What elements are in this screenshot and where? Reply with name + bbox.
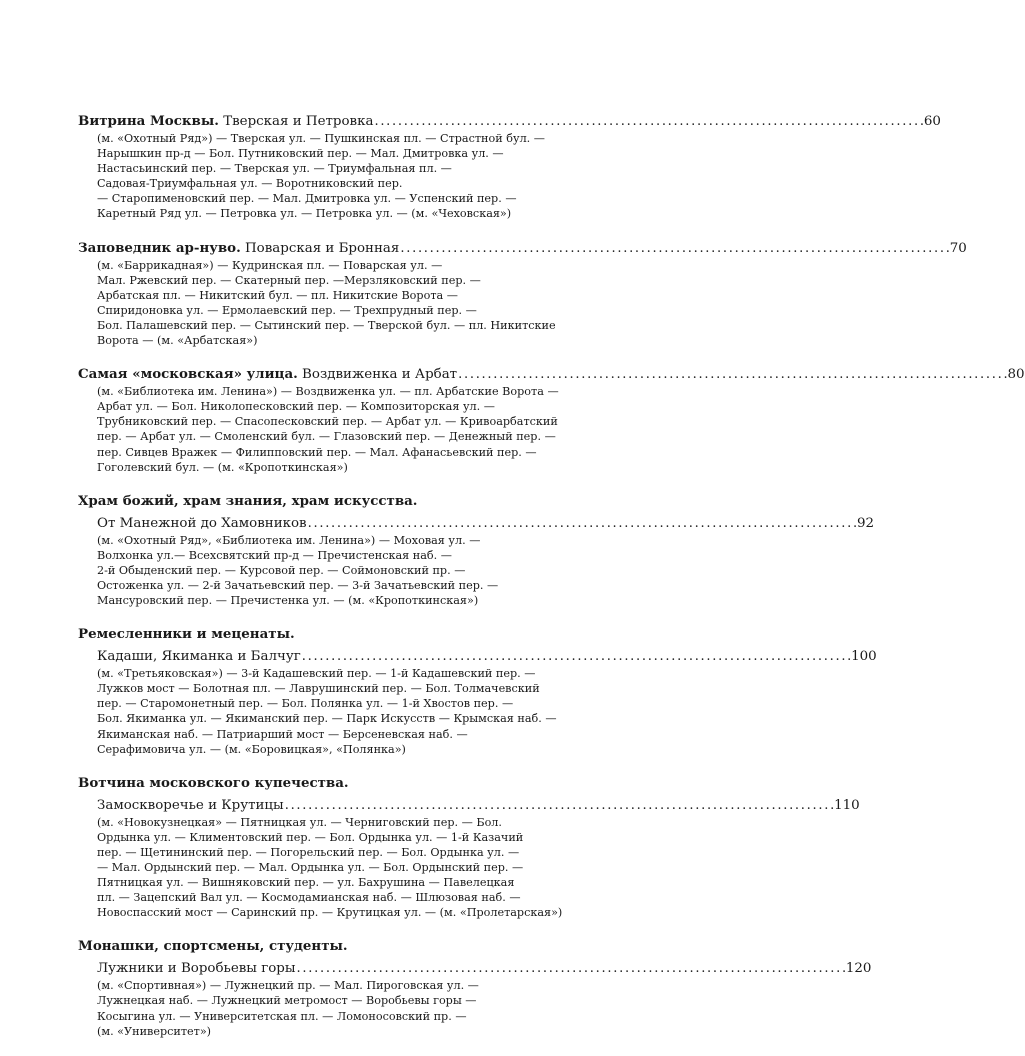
toc-title-line bbox=[97, 797, 860, 815]
toc-entry bbox=[78, 239, 967, 349]
page-number: 110 bbox=[834, 797, 860, 813]
route-line: пл. — Зацепский Вал ул. — Космодамианская наб. — Шлюзовая наб. — bbox=[97, 891, 521, 905]
dot-leader bbox=[302, 648, 850, 666]
route-line: (м. «Охотный Ряд», «Библиотека им. Ленина») — Моховая ул. — bbox=[97, 533, 481, 547]
toc-bold-title: Витрина Москвы. bbox=[78, 113, 219, 129]
route-line: Каретный Ряд ул. — Петровка ул. — Петровка ул. — (м. «Чеховская») bbox=[97, 207, 512, 221]
route-line: Ордынка ул. — Климентовский пер. — Бол. Ордынка ул. — 1-й Казачий bbox=[97, 830, 524, 844]
dot-leader bbox=[308, 515, 856, 533]
toc-bold-title: Самая «московская» улица. bbox=[78, 366, 298, 383]
section-heading: Вотчина московского купечества. bbox=[78, 774, 349, 791]
route-line: Нарышкин пр-д — Бол. Путниковский пер. — Мал. Дмитровка ул. — bbox=[97, 147, 504, 161]
route-line: Арбатская пл. — Никитский бул. — пл. Никитские Ворота — bbox=[97, 288, 458, 302]
toc-entry bbox=[78, 774, 860, 921]
route-description bbox=[97, 384, 559, 475]
dot-leader bbox=[374, 113, 922, 131]
section-heading: Храм божий, храм знания, храм искусства. bbox=[78, 492, 418, 509]
toc-title: От Манежной до Хамовников bbox=[97, 515, 307, 531]
route-line: Садовая-Триумфальная ул. — Воротниковский пер. bbox=[97, 177, 403, 191]
route-line: пер. Сивцев Вражек — Филипповский пер. — Мал. Афанасьевский пер. — bbox=[97, 445, 537, 459]
route-line: Косыгина ул. — Университетская пл. — Ломоносовский пр. — bbox=[97, 1009, 467, 1023]
toc-title: Поварская и Бронная bbox=[240, 240, 400, 256]
toc-title-line bbox=[97, 515, 874, 533]
section-heading: Монашки, спортсмены, студенты. bbox=[78, 938, 348, 955]
toc-entry bbox=[78, 112, 941, 222]
route-line: Бол. Палашевский пер. — Сытинский пер. — Тверской бул. — пл. Никитские bbox=[97, 318, 556, 332]
route-line: (м. «Баррикадная») — Кудринская пл. — Поварская ул. — bbox=[97, 258, 443, 272]
route-description bbox=[97, 131, 548, 222]
route-line: пер. — Арбат ул. — Смоленский бул. — Глазовский пер. — Денежный пер. — bbox=[97, 430, 556, 444]
toc-title: Кадаши, Якиманка и Балчуг bbox=[97, 649, 301, 665]
route-description bbox=[97, 978, 548, 1038]
dot-leader bbox=[458, 366, 1006, 384]
toc-title: Тверская и Петровка bbox=[218, 114, 374, 129]
route-line: 2-й Обыденский пер. — Курсовой пер. — Соймоновский пр. — bbox=[97, 563, 466, 577]
page-number: 92 bbox=[856, 515, 874, 531]
route-line: Серафимовича ул. — (м. «Боровицкая», «Полянка») bbox=[97, 742, 406, 756]
toc-title-line bbox=[78, 112, 941, 131]
route-line: Спиридоновка ул. — Ермолаевский пер. — Трехпрудный пер. — bbox=[97, 303, 477, 317]
route-line: Арбат ул. — Бол. Николопесковский пер. — Композиторская ул. — bbox=[97, 400, 495, 414]
toc-title-line bbox=[78, 365, 1025, 384]
route-line: (м. «Библиотека им. Ленина») — Воздвиженка ул. — пл. Арбатские Ворота — bbox=[97, 385, 559, 399]
route-line: Мал. Ржевский пер. — Скатерный пер. —Мерзляковский пер. — bbox=[97, 273, 481, 287]
route-line: Гоголевский бул. — (м. «Кропоткинская») bbox=[97, 460, 348, 474]
route-line: Лужнецкая наб. — Лужнецкий метромост — Воробьевы горы — bbox=[97, 994, 477, 1008]
route-description bbox=[97, 533, 548, 608]
toc-title: Воздвиженка и Арбат bbox=[297, 367, 458, 383]
route-line: Якиманская наб. — Патриарший мост — Берсеневская наб. — bbox=[97, 727, 468, 741]
toc-title: Лужники и Воробьевы горы bbox=[97, 961, 296, 977]
route-description bbox=[97, 258, 556, 349]
page-number: 80 bbox=[1007, 367, 1025, 383]
route-line: — Мал. Ордынский пер. — Мал. Ордынка ул. — Бол. Ордынский пер. — bbox=[97, 861, 524, 874]
route-line: Бол. Якиманка ул. — Якиманский пер. — Парк Искусств — Крымская наб. — bbox=[97, 712, 557, 726]
dot-leader bbox=[285, 797, 833, 815]
table-of-contents bbox=[78, 112, 1025, 1056]
route-line: Волхонка ул.— Всехсвятский пр-д — Пречистенская наб. — bbox=[97, 548, 452, 562]
route-line: Новоспасский мост — Саринский пр. — Крутицкая ул. — (м. «Пролетарская») bbox=[97, 906, 563, 920]
toc-title-line bbox=[97, 648, 877, 666]
route-line: (м. «Охотный Ряд») — Тверская ул. — Пушкинская пл. — Страстной бул. — bbox=[97, 132, 545, 145]
toc-entry bbox=[78, 625, 877, 757]
toc-entry bbox=[78, 365, 1025, 475]
page-number: 60 bbox=[923, 114, 941, 129]
route-description bbox=[97, 666, 557, 757]
route-line: Остоженка ул. — 2-й Зачатьевский пер. — 3-й Зачатьевский пер. — bbox=[97, 578, 499, 592]
route-line: пер. — Старомонетный пер. — Бол. Полянка ул. — 1-й Хвостов пер. — bbox=[97, 697, 514, 711]
route-line: Лужков мост — Болотная пл. — Лаврушинский пер. — Бол. Толмачевский bbox=[97, 682, 540, 696]
toc-title-line bbox=[97, 960, 872, 978]
toc-bold-title: Заповедник ар-нуво. bbox=[78, 239, 241, 256]
toc-entry bbox=[78, 937, 872, 1038]
route-line: Трубниковский пер. — Спасопесковский пер. — Арбат ул. — Кривоарбатский bbox=[97, 415, 558, 429]
toc-entry bbox=[78, 492, 874, 608]
route-line: Ворота — (м. «Арбатская») bbox=[97, 334, 258, 348]
toc-title-line bbox=[78, 239, 967, 258]
route-line: пер. — Щетининский пер. — Погорельский пер. — Бол. Ордынка ул. — bbox=[97, 845, 520, 859]
route-line: (м. «Университет») bbox=[97, 1024, 212, 1038]
route-line: (м. «Третьяковская») — 3-й Кадашевский пер. — 1-й Кадашевский пер. — bbox=[97, 667, 536, 681]
page-number: 70 bbox=[949, 240, 967, 256]
route-line: Мансуровский пер. — Пречистенка ул. — (м. «Кропоткинская») bbox=[97, 594, 479, 608]
route-line: (м. «Новокузнецкая» — Пятницкая ул. — Черниговский пер. — Бол. bbox=[97, 815, 502, 829]
dot-leader bbox=[400, 240, 948, 258]
dot-leader bbox=[297, 960, 845, 978]
route-line: — Старопименовский пер. — Мал. Дмитровка ул. — Успенский пер. — bbox=[97, 192, 517, 206]
page-number: 100 bbox=[851, 649, 877, 665]
route-description bbox=[97, 815, 563, 921]
page-number: 120 bbox=[845, 961, 872, 977]
section-heading: Ремесленники и меценаты. bbox=[78, 626, 295, 643]
route-line: Настасьинский пер. — Тверская ул. — Триумфальная пл. — bbox=[97, 162, 452, 176]
route-line: (м. «Спортивная») — Лужнецкий пр. — Мал. Пироговская ул. — bbox=[97, 979, 479, 993]
route-line: Пятницкая ул. — Вишняковский пер. — ул. Бахрушина — Павелецкая bbox=[97, 876, 515, 890]
toc-title: Замоскворечье и Крутицы bbox=[97, 797, 284, 813]
